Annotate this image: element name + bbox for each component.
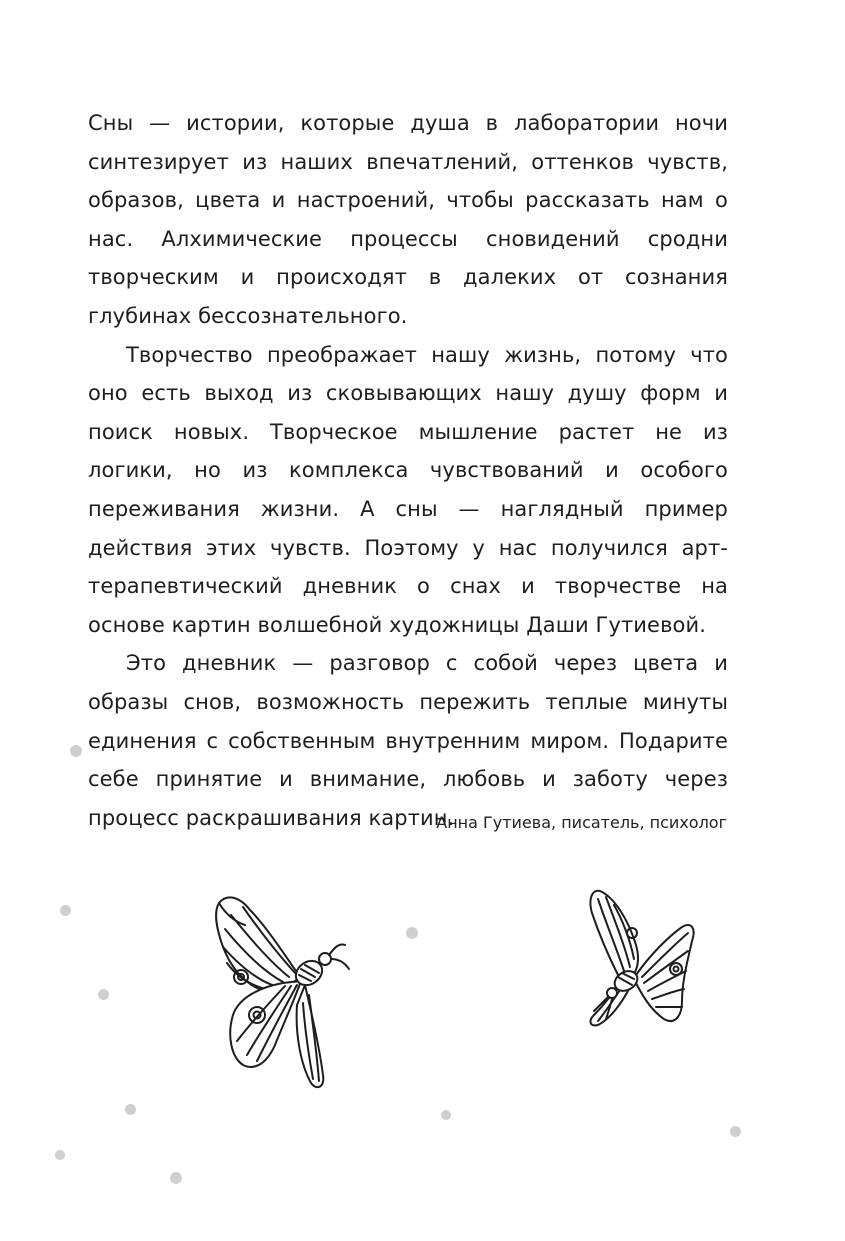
paragraph-1: Сны — истории, которые душа в лаборатории ночи синтезирует из наших впечатлений, оттенков чувств, образов, цвета и настроений, чтобы рассказать нам о нас. Алхимические процессы сновидений сродни творческим и происходят в далеких от сознания глубинах бессознательного.: [88, 111, 728, 328]
decor-dot: [730, 1126, 741, 1137]
paragraph-3: Это дневник — разговор с собой через цвета и образы снов, возможность пережить теплые минуты единения с собственным внутренним миром. Подарите себе принятие и внимание, любовь и заботу через процесс раскрашивания картин.: [88, 651, 728, 830]
decor-dot: [441, 1110, 451, 1120]
author-signature: Анна Гутиева, писатель, психолог: [436, 813, 727, 832]
decor-dot: [60, 905, 71, 916]
decor-dot: [125, 1104, 136, 1115]
decor-dot: [55, 1150, 65, 1160]
decor-dot: [406, 927, 418, 939]
decor-dot: [70, 745, 82, 757]
moth-right-icon: [578, 885, 708, 1045]
moth-left-icon: [205, 885, 355, 1095]
paragraph-2: Творчество преображает нашу жизнь, потому что оно есть выход из сковывающих нашу душу форм и поиск новых. Творческое мышление растет не из логики, но из комплекса чувствований и особого переживания жизни. А сны — наглядный пример действия этих чувств. Поэтому у нас получился арт-терапевтический дневник о снах и творчестве на основе картин волшебной художницы Даши Гутиевой.: [88, 342, 728, 637]
text-body: [88, 104, 728, 837]
decor-dot: [98, 989, 109, 1000]
decor-dot: [170, 1172, 182, 1184]
